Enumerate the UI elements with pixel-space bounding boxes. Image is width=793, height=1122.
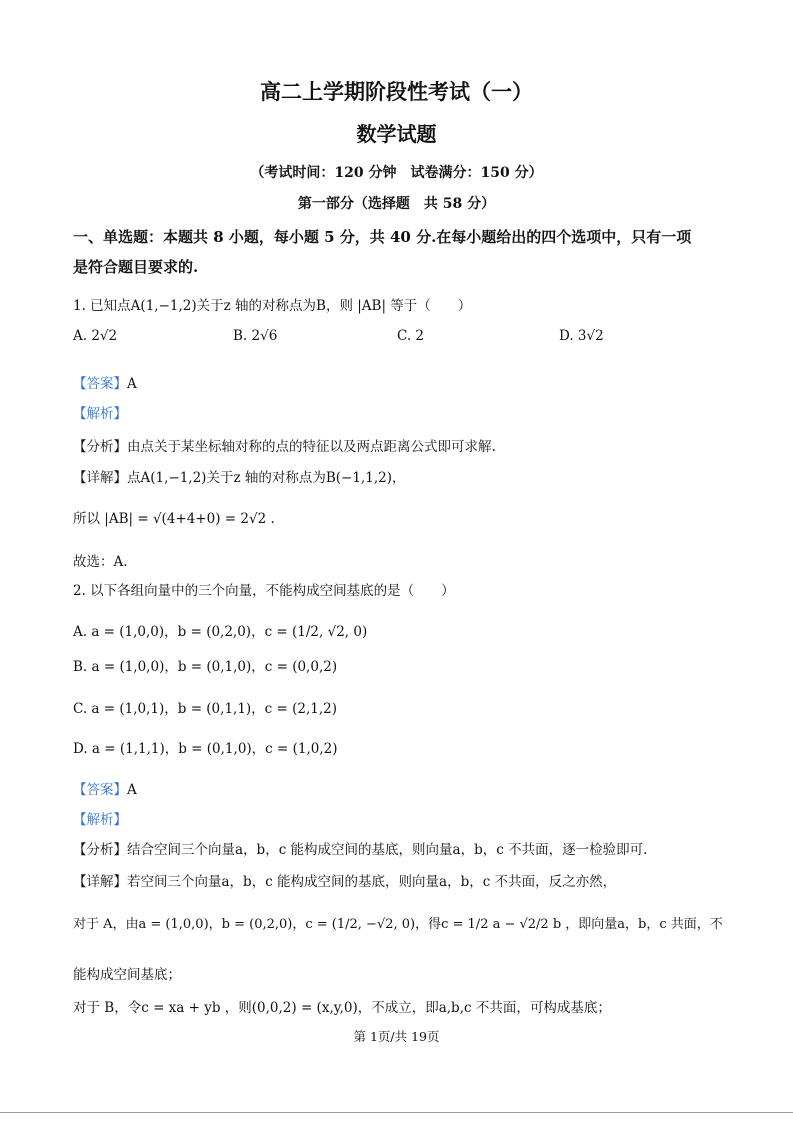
exam-title: 高二上学期阶段性考试（一）	[260, 79, 533, 104]
q2-case-a: 对于 A，由a = (1,0,0)，b = (0,2,0)，c = (1/2, −√2, 0)，得c = 1/2 a − √2/2 b ，即向量a，b，c 共面，不	[73, 917, 723, 932]
q2-case-b: 对于 B，令c = xa + yb ，则(0,0,2) = (x,y,0)，不成立，即a,b,c 不共面，可构成基底；	[73, 1000, 611, 1016]
section-heading-line-2: 是符合题目要求的.	[73, 258, 199, 276]
page-footer: 第 1页/共 19页	[353, 1029, 440, 1044]
q1-option-c: C. 2	[397, 328, 425, 344]
q1-answer	[73, 372, 137, 392]
q2-fenxi: 【分析】结合空间三个向量a，b，c 能构成空间的基底，则向量a，b，c 不共面，逐一检验即可.	[73, 842, 648, 858]
q2-case-a-cont: 能构成空间基底；	[73, 967, 181, 983]
part-heading: 第一部分（选择题 共 58 分）	[297, 196, 496, 212]
q1-fenxi: 【分析】由点关于某坐标轴对称的点的特征以及两点距离公式即可求解.	[73, 439, 496, 455]
q2-option-c: C. a = (1,0,1)，b = (0,1,1)，c = (2,1,2)	[73, 701, 338, 717]
section-heading-line-1: 一、单选题：本题共 8 小题，每小题 5 分，共 40 分.在每小题给出的四个选项中，只有一项	[73, 228, 692, 246]
q2-xiangjie: 【详解】若空间三个向量a，b，c 能构成空间的基底，则向量a，b，c 不共面，反之亦然，	[73, 874, 617, 890]
q2-answer-value: A	[127, 782, 137, 798]
answer-tag: 【答案】	[73, 782, 127, 798]
q2-option-b: B. a = (1,0,0)，b = (0,1,0)，c = (0,0,2)	[73, 659, 338, 675]
q2-option-d: D. a = (1,1,1)，b = (0,1,0)，c = (1,0,2)	[73, 741, 338, 757]
q1-option-b: B. 2√6	[233, 328, 278, 344]
q1-answer-value: A	[127, 376, 137, 392]
q2-stem: 2. 以下各组向量中的三个向量，不能构成空间基底的是（ ）	[73, 583, 455, 599]
q1-calc: 所以 |AB| = √(4+4+0) = 2√2 .	[73, 511, 275, 527]
subject-title: 数学试题	[356, 122, 437, 146]
q1-stem: 1. 已知点A(1,−1,2)关于z 轴的对称点为B，则 |AB| 等于（ ）	[73, 298, 472, 314]
q1-analysis-tag: 【解析】	[73, 406, 127, 422]
answer-tag: 【答案】	[73, 376, 127, 392]
q2-option-a: A. a = (1,0,0)，b = (0,2,0)，c = (1/2, √2, 0)	[73, 624, 368, 640]
q2-analysis-tag: 【解析】	[73, 812, 127, 828]
q1-final: 故选：A.	[73, 554, 128, 570]
q1-option-d: D. 3√2	[559, 328, 604, 344]
bottom-divider	[0, 1112, 793, 1113]
q1-option-a: A. 2√2	[73, 328, 118, 344]
q2-answer	[73, 778, 137, 798]
q1-xiangjie: 【详解】点A(1,−1,2)关于z 轴的对称点为B(−1,1,2)，	[73, 470, 406, 486]
exam-info: （考试时间：120 分钟 试卷满分：150 分）	[250, 165, 543, 181]
